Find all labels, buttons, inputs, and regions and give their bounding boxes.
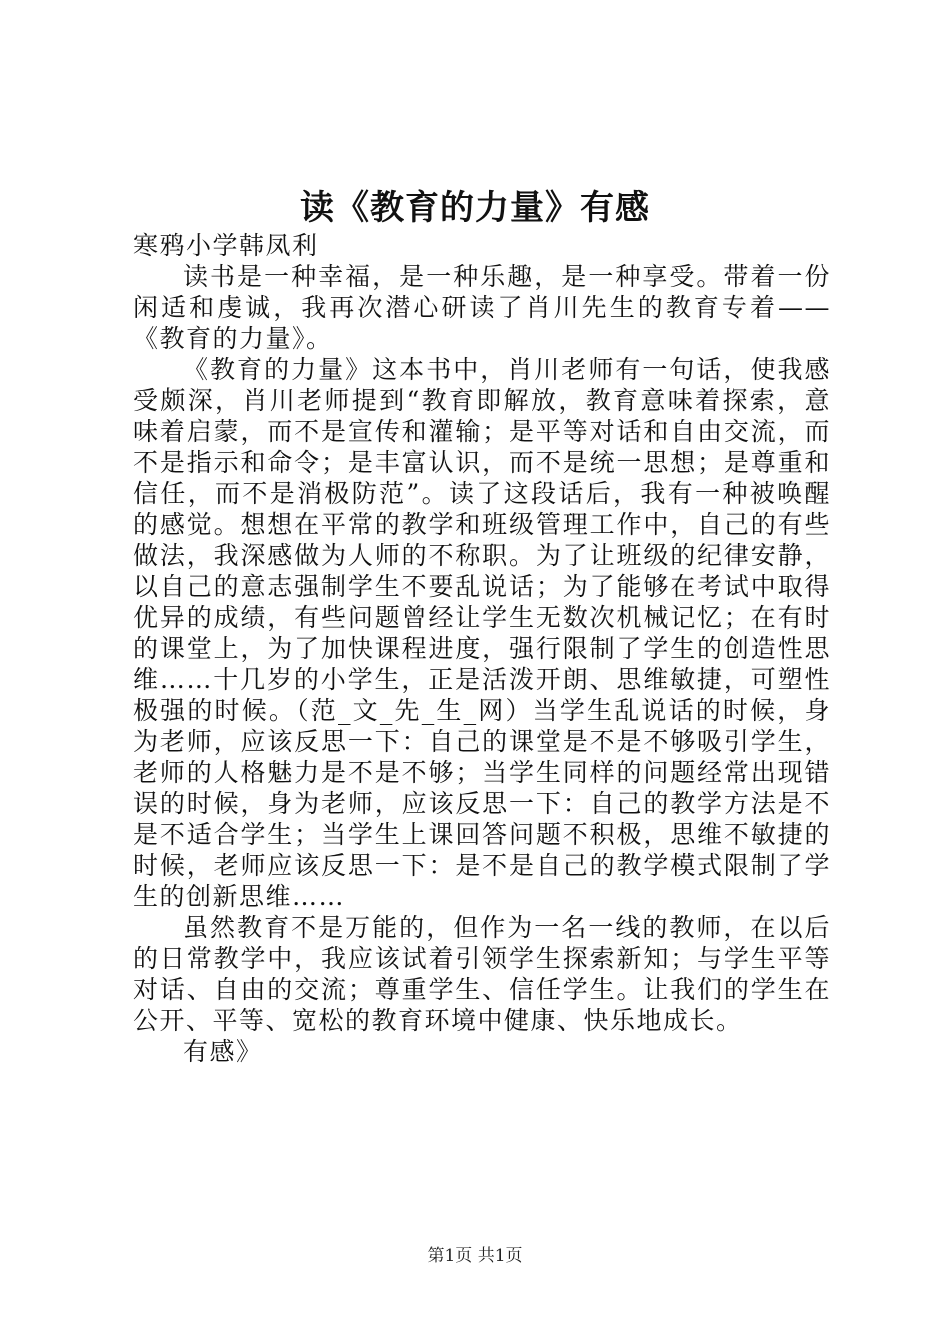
document-title: 读《教育的力量》有感 xyxy=(300,188,650,228)
paragraph-1: 读书是一种幸福，是一种乐趣，是一种享受。带着一份闲适和虔诚，我再次潜心研读了肖川先生的教育专着——《教育的力量》。 xyxy=(133,262,831,353)
page-footer: 第1页 共1页 xyxy=(427,1246,523,1266)
paragraph-2: 《教育的力量》这本书中，肖川老师有一句话，使我感受颇深，肖川老师提到“教育即解放，教育意味着探索，意味着启蒙，而不是宣传和灌输；是平等对话和自由交流，而不是指示和命令；是丰富认识，而不是统一思想；是尊重和信任，而不是消极防范”。读了这段话后，我有一种被唤醒的感觉。想想在平常的教学和班级管理工作中，自己的有些做法，我深感做为人师的不称职。为了让班级的纪律安静，以自己的意志强制学生不要乱说话；为了能够在考试中取得优异的成绩，有些问题曾经让学生无数次机械记忆；在有时的课堂上，为了加快课程进度，强行限制了学生的创造性思维……十几岁的小学生，正是活泼开朗、思维敏捷，可塑性极强的时候。（范_文_先_生_网）当学生乱说话的时候，身为老师，应该反思一下：自己的课堂是不是不够吸引学生，老师的人格魅力是不是不够；当学生同样的问题经常出现错误的时候，身为老师，应该反思一下：自己的教学方法是不是不适合学生；当学生上课回答问题不积极，思维不敏捷的时候，老师应该反思一下：是不是自己的教学模式限制了学生的创新思维…… xyxy=(133,355,831,911)
author-line: 寒鸦小学韩凤利 xyxy=(133,231,319,260)
paragraph-4: 有感》 xyxy=(183,1037,263,1066)
document-body xyxy=(133,230,831,1067)
paragraph-3: 虽然教育不是万能的，但作为一名一线的教师，在以后的日常教学中，我应该试着引领学生探索新知；与学生平等对话、自由的交流；尊重学生、信任学生。让我们的学生在公开、平等、宽松的教育环境中健康、快乐地成长。 xyxy=(133,913,831,1035)
